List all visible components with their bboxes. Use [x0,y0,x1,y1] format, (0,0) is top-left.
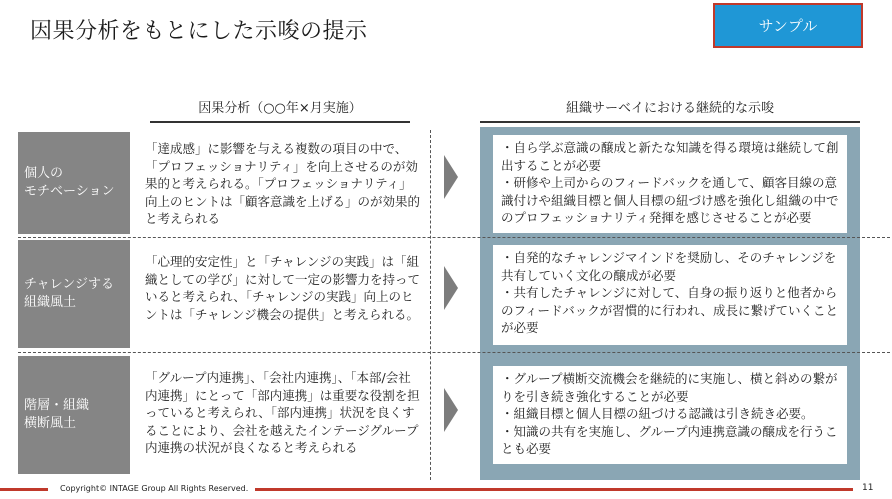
chevron-right-icon [444,388,458,432]
divider-row-2 [18,352,890,353]
cause-text-cross-org: 「グループ内連携」、「会社内連携」、「本部/会社内連携」にとって「部内連携」は重要な役割を担っていると考えられ、「部内連携」状況を良くすることにより、会社を越えたインテージグループ内連携の状況が良くなると考えられる [145,370,420,455]
page-title: 因果分析をもとにした示唆の提示 [30,19,368,44]
footer-line-right [255,488,853,491]
header-cause-analysis: 因果分析（○○年×月実施） [198,101,362,116]
row-label-motivation: 個人の モチベーション [18,132,130,234]
insight-box-motivation: ・自ら学ぶ意識の醸成と新たな知識を得る環境は継続して創出することが必要 ・研修や上司からのフィードバックを通して、顧客目線の意識付けや組織目標と個人目標の紐づけ感を強化し組織の中でのプロフェッショナリティ発揮を感じさせることが必要 [493,135,847,233]
footer-line-left [0,488,48,491]
page-number: 11 [862,483,874,493]
divider-vertical [430,130,431,480]
insight-box-challenge: ・自発的なチャレンジマインドを奨励し、そのチャレンジを共有していく文化の醸成が必要 ・共有したチャレンジに対して、自身の振り返りと他者からのフィードバックが習慣的に行われ、成長に繋げていくことが必要 [493,245,847,345]
cause-text-motivation: 「達成感」に影響を与える複数の項目の中で、「プロフェッショナリティ」を向上させるのが効果的と考えられる。「プロフェッショナリティ」向上のヒントは「顧客意識を上げる」のが効果的と考えられる [145,141,421,226]
divider-row-1 [18,237,890,238]
cause-text-challenge: 「心理的安定性」と「チャレンジの実践」は「組織としての学び」に対して一定の影響力を持っていると考えられ、「チャレンジの実践」向上のヒントは「チャレンジ機会の提供」と考えられる。 [145,254,421,322]
copyright-text: Copyright© INTAGE Group All Rights Reserved. [60,484,249,493]
sample-badge: サンプル [713,3,863,48]
chevron-right-icon [444,266,458,310]
row-label-cross-org: 階層・組織 横断風土 [18,356,130,474]
chevron-right-icon [444,155,458,199]
header-underline-left [150,121,410,123]
row-label-challenge: チャレンジする 組織風土 [18,240,130,348]
insight-box-cross-org: ・グループ横断交流機会を継続的に実施し、横と斜めの繋がりを引き続き強化することが必要 ・組織目標と個人目標の紐づける認識は引き続き必要。 ・知識の共有を実施し、グループ内連携意識の醸成を行うことも必要 [493,366,847,464]
header-insights: 組織サーベイにおける継続的な示唆 [565,101,774,116]
header-underline-right [480,121,860,123]
